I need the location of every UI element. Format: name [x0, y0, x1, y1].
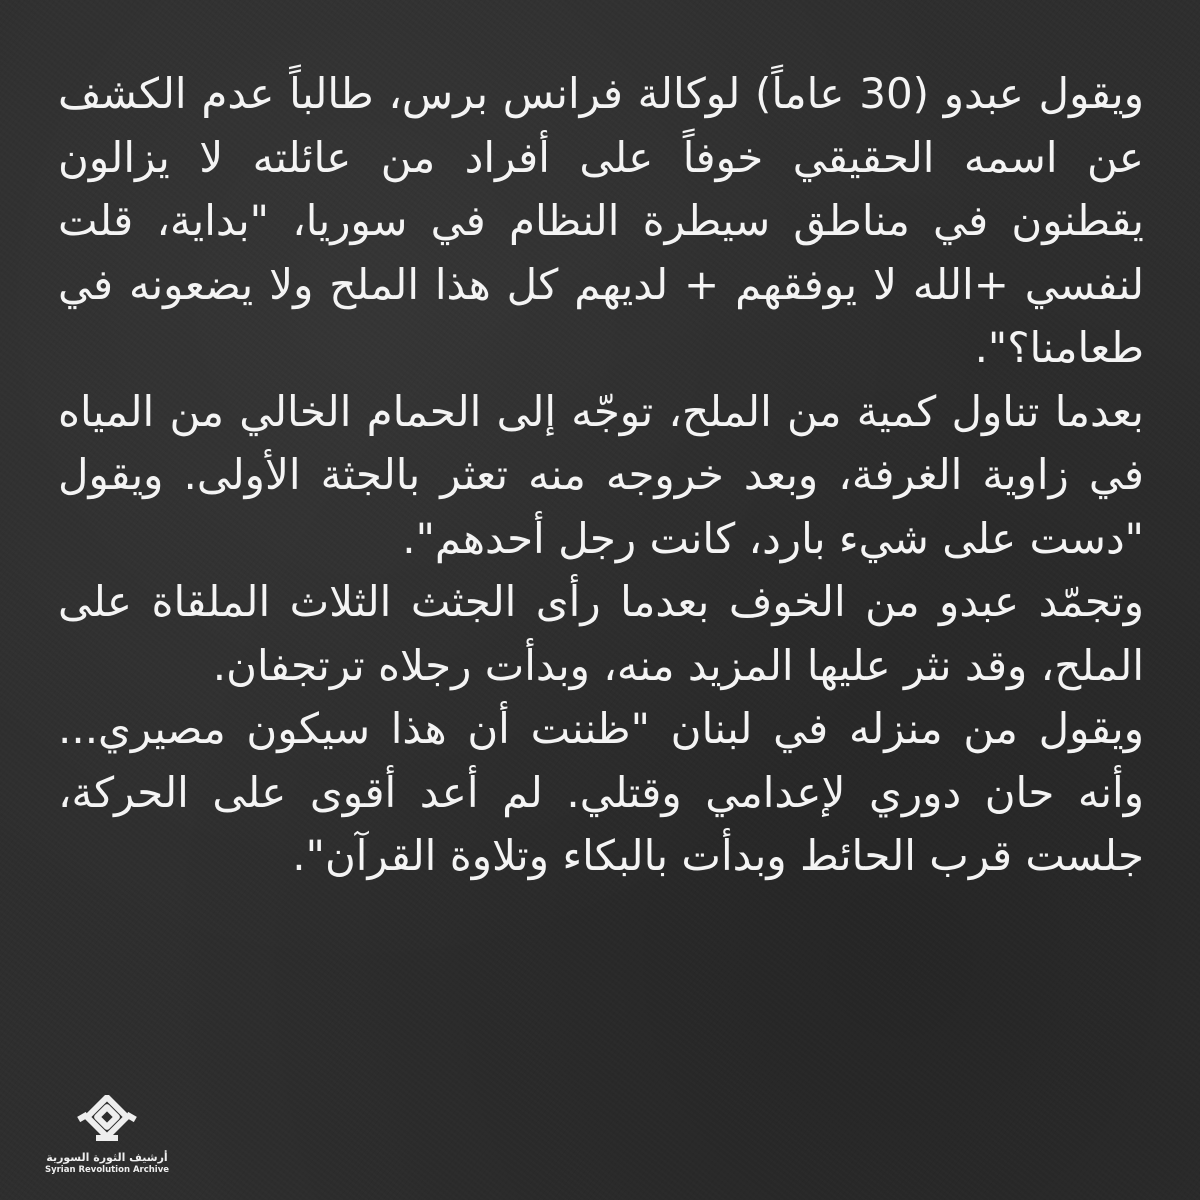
paragraph-4: ويقول من منزله في لبنان "ظننت أن هذا سيكون مصيري... وأنه حان دوري لإعدامي وقتلي. لم أعد أقوى على الحركة، جلست قرب الحائط وبدأت بالبكاء وتلاوة القرآن".: [58, 704, 1144, 880]
paragraph-2: بعدما تناول كمية من الملح، توجّه إلى الحمام الخالي من المياه في زاوية الغرفة، وبعد خروجه منه تعثر بالجثة الأولى. ويقول "دست على شيء بارد، كانت رجل أحدهم".: [58, 386, 1144, 563]
article-body: [58, 62, 1144, 888]
paragraph-3: وتجمّد عبدو من الخوف بعدما رأى الجثث الثلاث الملقاة على الملح، وقد نثر عليها المزيد منه، وبدأت رجلاه ترتجفان.: [58, 577, 1144, 690]
interlaced-knot-icon: [74, 1095, 140, 1149]
archive-logo: [32, 1095, 182, 1176]
archive-name-arabic: أرشيف الثورة السورية: [46, 1151, 168, 1164]
paragraph-1: ويقول عبدو (30 عاماً) لوكالة فرانس برس، طالباً عدم الكشف عن اسمه الحقيقي خوفاً على أفراد من عائلته لا يزالون يقطنون في مناطق سيطرة النظام في سوريا، "بداية، قلت لنفسي +الله لا يوفقهم + لديهم كل هذا الملح ولا يضعونه في طعامنا؟".: [58, 69, 1144, 372]
archive-name-english: Syrian Revolution Archive: [44, 1165, 170, 1175]
